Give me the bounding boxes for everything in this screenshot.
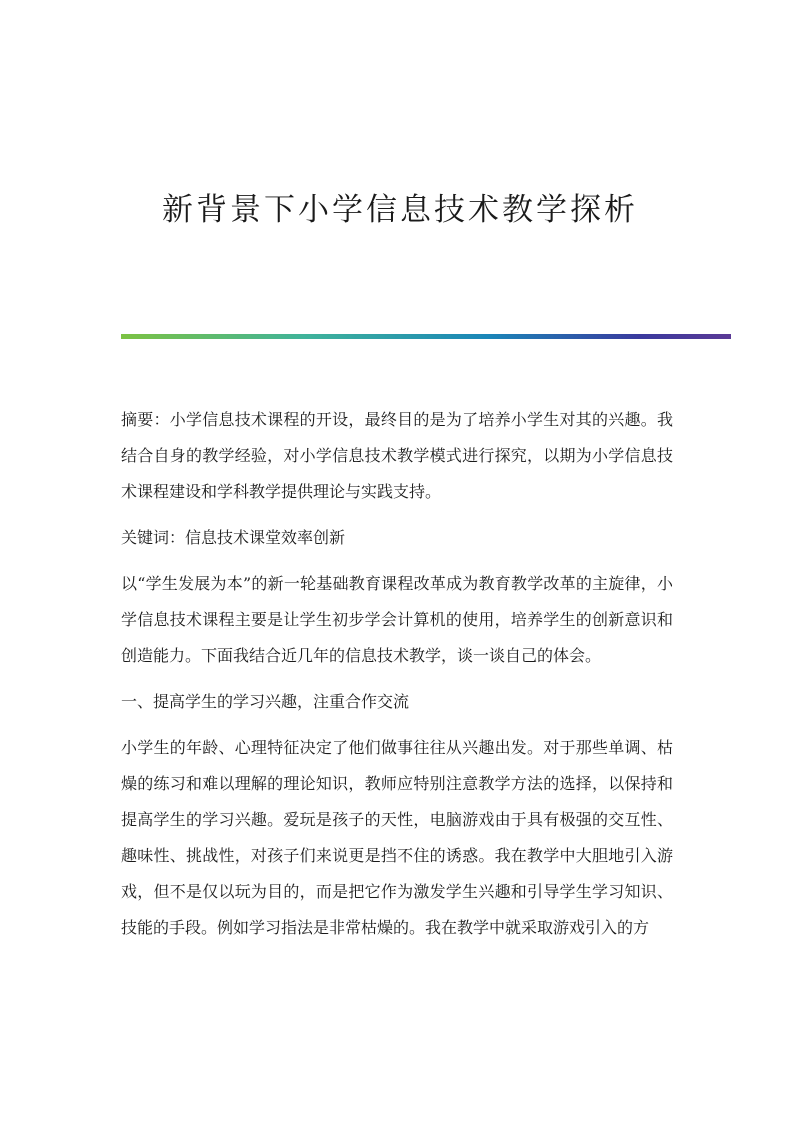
title-divider — [121, 334, 731, 339]
document-title: 新背景下小学信息技术教学探析 — [162, 192, 638, 228]
section-body-paragraph: 小学生的年龄、心理特征决定了他们做事往往从兴趣出发。对于那些单调、枯燥的练习和难以理解的理论知识，教师应特别注意教学方法的选择，以保持和提高学生的学习兴趣。爱玩是孩子的天性，电脑游戏由于具有极强的交互性、趣味性、挑战性，对孩子们来说更是挡不住的诱惑。我在教学中大胆地引入游戏，但不是仅以玩为目的，而是把它作为激发学生兴趣和引导学生学习知识、技能的手段。例如学习指法是非常枯燥的。我在教学中就采取游戏引入的方 — [121, 738, 673, 937]
abstract-paragraph: 摘要：小学信息技术课程的开设，最终目的是为了培养小学生对其的兴趣。我结合自身的教学经验，对小学信息技术教学模式进行探究，以期为小学信息技术课程建设和学科教学提供理论与实践支持。 — [121, 410, 673, 501]
document-body — [121, 402, 673, 956]
keywords-paragraph: 关键词：信息技术课堂效率创新 — [121, 528, 346, 547]
intro-paragraph: 以“学生发展为本”的新一轮基础教育课程改革成为教育教学改革的主旋律，小学信息技术课程主要是让学生初步学会计算机的使用，培养学生的创新意识和创造能力。下面我结合近几年的信息技术教学，谈一谈自己的体会。 — [121, 574, 673, 665]
section-heading: 一、提高学生的学习兴趣，注重合作交流 — [121, 692, 410, 711]
